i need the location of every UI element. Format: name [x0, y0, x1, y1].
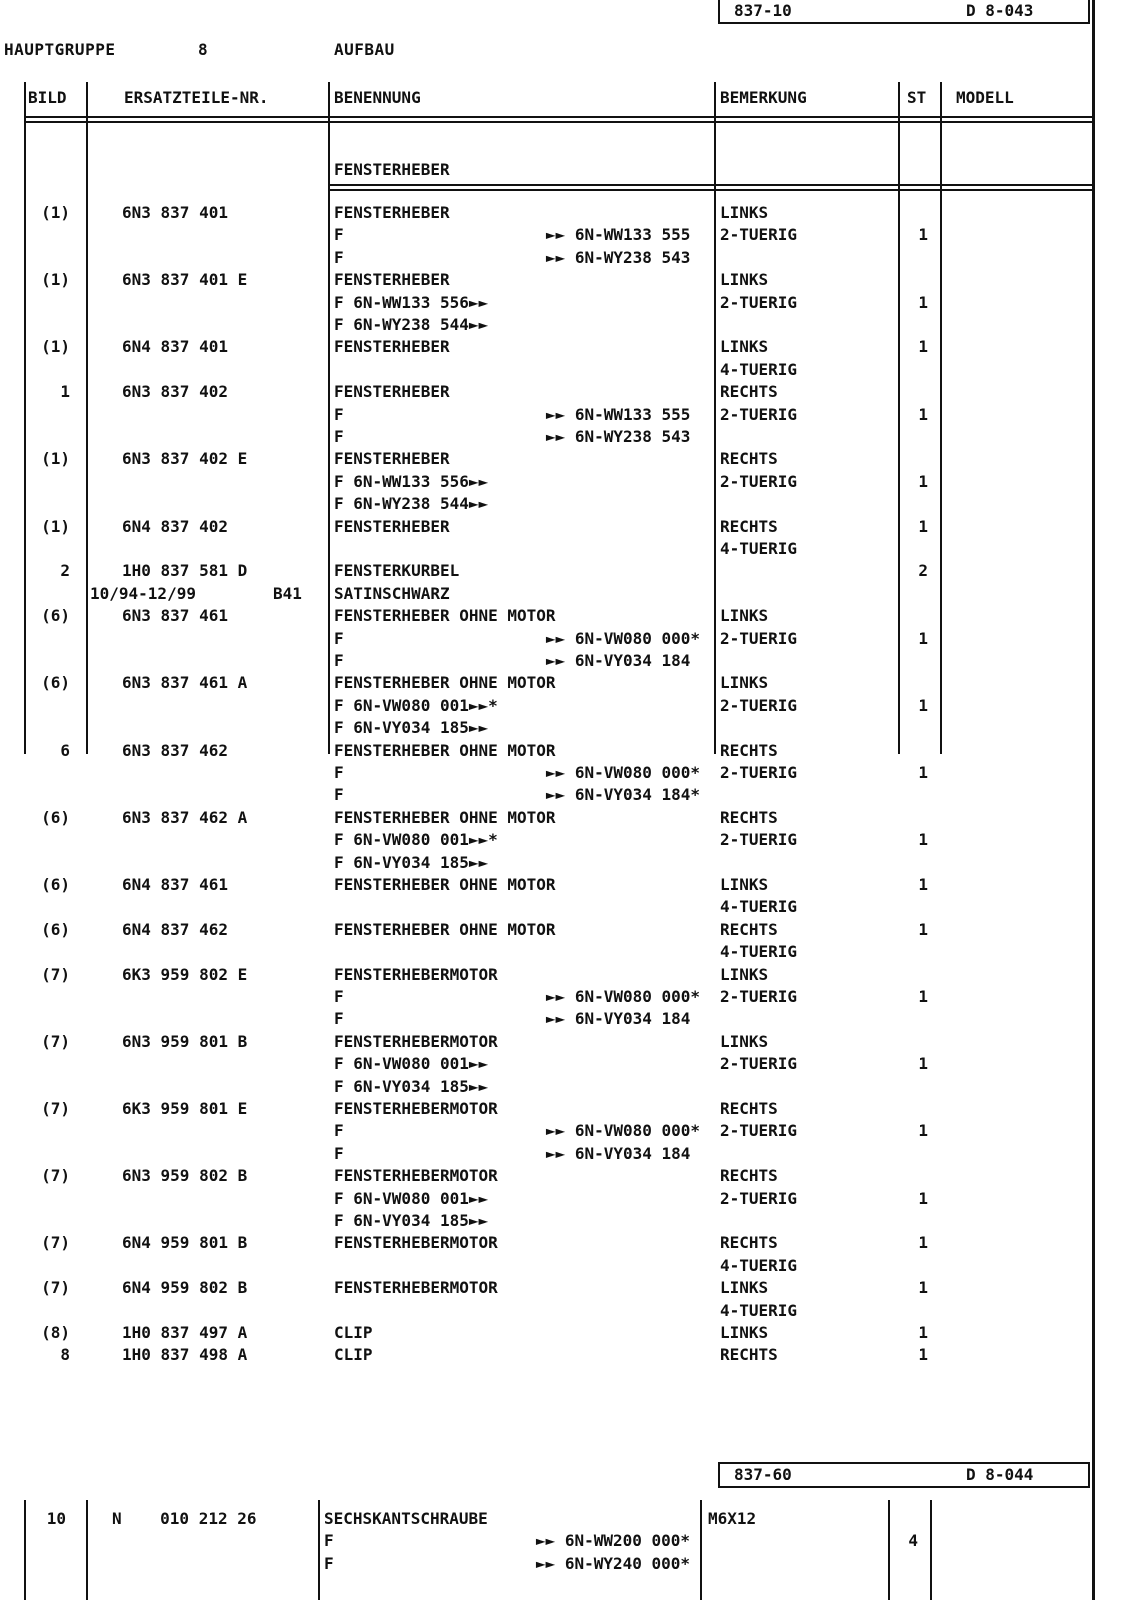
quantity: 1 — [918, 1233, 928, 1253]
part-number: 6N3 959 802 B — [122, 1166, 248, 1186]
row-note: 10/94-12/99 B41 — [90, 583, 302, 603]
remark-line: 4-TUERIG — [720, 539, 798, 558]
quantity: 1 — [918, 987, 928, 1006]
description-line: FENSTERHEBER — [334, 270, 450, 290]
remark-line: 2-TUERIG — [720, 292, 798, 312]
remark-line: RECHTS — [720, 516, 778, 536]
bild-number: (1) — [41, 516, 70, 536]
hauptgruppe-number: 8 — [198, 40, 209, 59]
remark-line: 2-TUERIG — [720, 830, 798, 850]
bottom-box-rule — [718, 1462, 1090, 1464]
description-line: SECHSKANTSCHRAUBE — [324, 1509, 488, 1528]
description-line: FENSTERHEBERMOTOR — [334, 1099, 498, 1118]
description-line: FENSTERHEBER OHNE MOTOR — [334, 606, 556, 626]
quantity: 1 — [918, 1188, 928, 1208]
hauptgruppe-label: HAUPTGRUPPE — [4, 40, 116, 59]
column-header-benennung: BENENNUNG — [334, 88, 421, 107]
remark-line: 2-TUERIG — [720, 225, 798, 245]
quantity: 1 — [918, 875, 928, 894]
part-number: 6N3 837 402 — [122, 382, 228, 402]
description-line: F ►► 6N-VY034 184 — [334, 1143, 691, 1163]
description-line: F ►► 6N-VY034 184 — [334, 1009, 691, 1029]
description-line: FENSTERKURBEL — [334, 561, 460, 581]
description-line: F 6N-WW133 556►► — [334, 471, 489, 491]
description-line: F ►► 6N-WW133 555 — [334, 404, 691, 424]
bottom-column-line-bild — [86, 1500, 88, 1600]
remark-line: 4-TUERIG — [720, 1255, 798, 1275]
remark-line: 2-TUERIG — [720, 471, 798, 491]
remark-line: RECHTS — [720, 449, 778, 469]
description-line: FENSTERHEBER — [334, 382, 450, 402]
header-rule-bottom — [24, 121, 1094, 123]
description-line: F 6N-WY238 544►► — [334, 494, 489, 514]
bottom-column-line-desc — [700, 1500, 702, 1600]
description-line: FENSTERHEBERMOTOR — [334, 964, 498, 984]
bild-number: (8) — [41, 1323, 70, 1342]
description-line: FENSTERHEBER — [334, 449, 450, 469]
description-line: CLIP — [334, 1323, 373, 1342]
remark-line: 2-TUERIG — [720, 987, 798, 1006]
part-number: 6N3 837 462 — [122, 740, 228, 760]
remark-line: 4-TUERIG — [720, 1300, 798, 1320]
page-right-border — [1092, 0, 1095, 1600]
description-line: FENSTERHEBER OHNE MOTOR — [334, 740, 556, 760]
bottom-reference-number: 837-60 — [734, 1465, 792, 1484]
description-line: F ►► 6N-WW200 000* — [324, 1531, 691, 1551]
bild-number: (7) — [41, 1031, 70, 1051]
bild-number: (6) — [41, 606, 70, 626]
remark-line: 2-TUERIG — [720, 1188, 798, 1208]
bild-number: (7) — [41, 1166, 70, 1186]
bild-number: 6 — [60, 740, 70, 760]
quantity: 4 — [908, 1531, 918, 1551]
part-number: 6N3 837 461 — [122, 606, 228, 626]
quantity: 1 — [918, 516, 928, 536]
remark-line: LINKS — [720, 1031, 769, 1051]
column-line-rem — [898, 82, 900, 754]
description-line: FENSTERHEBERMOTOR — [334, 1166, 498, 1186]
description-line: F 6N-VY034 185►► — [334, 718, 489, 738]
part-number: 6N4 959 802 B — [122, 1278, 248, 1298]
bild-number: (1) — [41, 337, 70, 357]
remark-line: LINKS — [720, 1323, 769, 1342]
bild-number: (1) — [41, 270, 70, 290]
section-rule-bottom — [330, 189, 1094, 191]
bild-number: (7) — [41, 1099, 70, 1118]
top-reference-number: 837-10 — [734, 1, 792, 20]
description-line: FENSTERHEBERMOTOR — [334, 1278, 498, 1298]
remark-line: RECHTS — [720, 1099, 778, 1118]
remark-line: LINKS — [720, 270, 769, 290]
part-number: N 010 212 26 — [112, 1509, 257, 1528]
remark-line: LINKS — [720, 203, 769, 222]
column-header-ersatzteile: ERSATZTEILE-NR. — [124, 88, 269, 107]
description-line: F 6N-VY034 185►► — [334, 852, 489, 872]
remark-line: 4-TUERIG — [720, 942, 798, 962]
column-line-st — [940, 82, 942, 754]
description-line: F ►► 6N-VW080 000* — [334, 1121, 701, 1141]
description-line: F 6N-VW080 001►► — [334, 1188, 489, 1208]
part-number: 6N3 837 462 A — [122, 807, 248, 827]
column-line-desc — [714, 82, 716, 754]
part-number: 6N4 959 801 B — [122, 1233, 248, 1253]
description-line: F 6N-VY034 185►► — [334, 1211, 489, 1230]
quantity: 1 — [918, 292, 928, 312]
part-number: 1H0 837 581 D — [122, 561, 248, 581]
quantity: 1 — [918, 628, 928, 648]
bild-number: 2 — [60, 561, 70, 581]
bild-number: 10 — [46, 1509, 66, 1528]
description-line: F ►► 6N-VY034 184* — [334, 785, 701, 805]
remark-line: LINKS — [720, 337, 769, 357]
remark-line: RECHTS — [720, 919, 778, 939]
quantity: 1 — [918, 1345, 928, 1365]
section-rule-top — [330, 184, 1094, 186]
remark-line: LINKS — [720, 1278, 769, 1298]
remark-line: 4-TUERIG — [720, 897, 798, 917]
description-line: F ►► 6N-WY238 543 — [334, 427, 691, 446]
remark-line: RECHTS — [720, 807, 778, 827]
part-number: 6K3 959 801 E — [122, 1099, 248, 1118]
quantity: 2 — [918, 561, 928, 581]
quantity: 1 — [918, 337, 928, 357]
description-line: FENSTERHEBER — [334, 516, 450, 536]
description-line: F ►► 6N-VY034 184 — [334, 651, 691, 670]
quantity: 1 — [918, 919, 928, 939]
part-number: 6N3 959 801 B — [122, 1031, 248, 1051]
part-number: 1H0 837 497 A — [122, 1323, 248, 1342]
remark-line: RECHTS — [720, 382, 778, 402]
part-number: 6N3 837 402 E — [122, 449, 248, 469]
description-line: F 6N-VY034 185►► — [334, 1076, 489, 1096]
part-number: 6N4 837 401 — [122, 337, 228, 357]
column-header-bild: BILD — [28, 88, 67, 107]
description-line: FENSTERHEBERMOTOR — [334, 1233, 498, 1253]
quantity: 1 — [918, 695, 928, 715]
bottom-column-line-part — [318, 1500, 320, 1600]
remark-line: M6X12 — [708, 1509, 757, 1528]
quantity: 1 — [918, 763, 928, 782]
description-line: FENSTERHEBER — [334, 203, 450, 222]
remark-line: LINKS — [720, 606, 769, 626]
part-number: 6N4 837 402 — [122, 516, 228, 536]
part-number: 6K3 959 802 E — [122, 964, 248, 984]
remark-line: LINKS — [720, 964, 769, 984]
column-line-left — [24, 82, 26, 754]
description-line: F ►► 6N-VW080 000* — [334, 763, 701, 782]
description-line: F 6N-VW080 001►►* — [334, 695, 498, 715]
description-line: F 6N-VW080 001►► — [334, 1054, 489, 1074]
column-line-bild — [86, 82, 88, 754]
column-header-modell: MODELL — [956, 88, 1014, 107]
bild-number: (6) — [41, 875, 70, 894]
description-line: F ►► 6N-VW080 000* — [334, 628, 701, 648]
description-line: FENSTERHEBER OHNE MOTOR — [334, 807, 556, 827]
remark-line: RECHTS — [720, 740, 778, 760]
bild-number: (6) — [41, 673, 70, 693]
quantity: 1 — [918, 1323, 928, 1342]
description-line: FENSTERHEBER OHNE MOTOR — [334, 919, 556, 939]
part-number: 6N4 837 462 — [122, 919, 228, 939]
remark-line: LINKS — [720, 673, 769, 693]
quantity: 1 — [918, 404, 928, 424]
section-title: FENSTERHEBER — [334, 160, 450, 179]
remark-line: 2-TUERIG — [720, 695, 798, 715]
description-line: F ►► 6N-WY240 000* — [324, 1553, 691, 1573]
header-rule-top — [24, 116, 1094, 118]
remark-line: 2-TUERIG — [720, 628, 798, 648]
quantity: 1 — [918, 830, 928, 850]
description-line: F ►► 6N-VW080 000* — [334, 987, 701, 1006]
description-line: FENSTERHEBER OHNE MOTOR — [334, 673, 556, 693]
part-number: 6N3 837 461 A — [122, 673, 248, 693]
description-line: F 6N-WW133 556►► — [334, 292, 489, 312]
remark-line: 4-TUERIG — [720, 359, 798, 379]
bild-number: (1) — [41, 449, 70, 469]
quantity: 1 — [918, 1278, 928, 1298]
description-line: F 6N-VW080 001►►* — [334, 830, 498, 850]
quantity: 1 — [918, 225, 928, 245]
description-line: F ►► 6N-WY238 543 — [334, 247, 691, 267]
bild-number: (6) — [41, 919, 70, 939]
remark-line: 2-TUERIG — [720, 763, 798, 782]
bottom-column-line-rem — [888, 1500, 890, 1600]
part-number: 6N4 837 461 — [122, 875, 228, 894]
part-number: 6N3 837 401 E — [122, 270, 248, 290]
description-line: FENSTERHEBER — [334, 337, 450, 357]
remark-line: RECHTS — [720, 1345, 778, 1365]
description-line: CLIP — [334, 1345, 373, 1365]
description-line: FENSTERHEBER OHNE MOTOR — [334, 875, 556, 894]
bild-number: (7) — [41, 964, 70, 984]
top-reference-box — [718, 0, 1090, 24]
bild-number: (6) — [41, 807, 70, 827]
column-header-st: ST — [907, 88, 927, 107]
quantity: 1 — [918, 471, 928, 491]
remark-line: LINKS — [720, 875, 769, 894]
bottom-reference-box — [718, 1464, 1090, 1488]
remark-line: RECHTS — [720, 1233, 778, 1253]
quantity: 1 — [918, 1054, 928, 1074]
description-line: FENSTERHEBERMOTOR — [334, 1031, 498, 1051]
description-line: F ►► 6N-WW133 555 — [334, 225, 691, 245]
bottom-column-line-st — [930, 1500, 932, 1600]
bild-number: (7) — [41, 1278, 70, 1298]
top-page-number: D 8-043 — [966, 1, 1034, 20]
column-header-bemerkung: BEMERKUNG — [720, 88, 807, 107]
part-number: 6N3 837 401 — [122, 203, 228, 222]
bottom-page-number: D 8-044 — [966, 1465, 1034, 1484]
remark-line: RECHTS — [720, 1166, 778, 1186]
bild-number: (1) — [41, 203, 70, 222]
bild-number: 1 — [60, 382, 70, 402]
bild-number: 8 — [60, 1345, 70, 1365]
description-line: SATINSCHWARZ — [334, 583, 450, 603]
remark-line: 2-TUERIG — [720, 1121, 798, 1141]
part-number: 1H0 837 498 A — [122, 1345, 248, 1365]
description-line: F 6N-WY238 544►► — [334, 315, 489, 334]
remark-line: 2-TUERIG — [720, 404, 798, 424]
column-line-part — [328, 82, 330, 754]
group-name: AUFBAU — [334, 40, 395, 59]
quantity: 1 — [918, 1121, 928, 1141]
bild-number: (7) — [41, 1233, 70, 1253]
remark-line: 2-TUERIG — [720, 1054, 798, 1074]
